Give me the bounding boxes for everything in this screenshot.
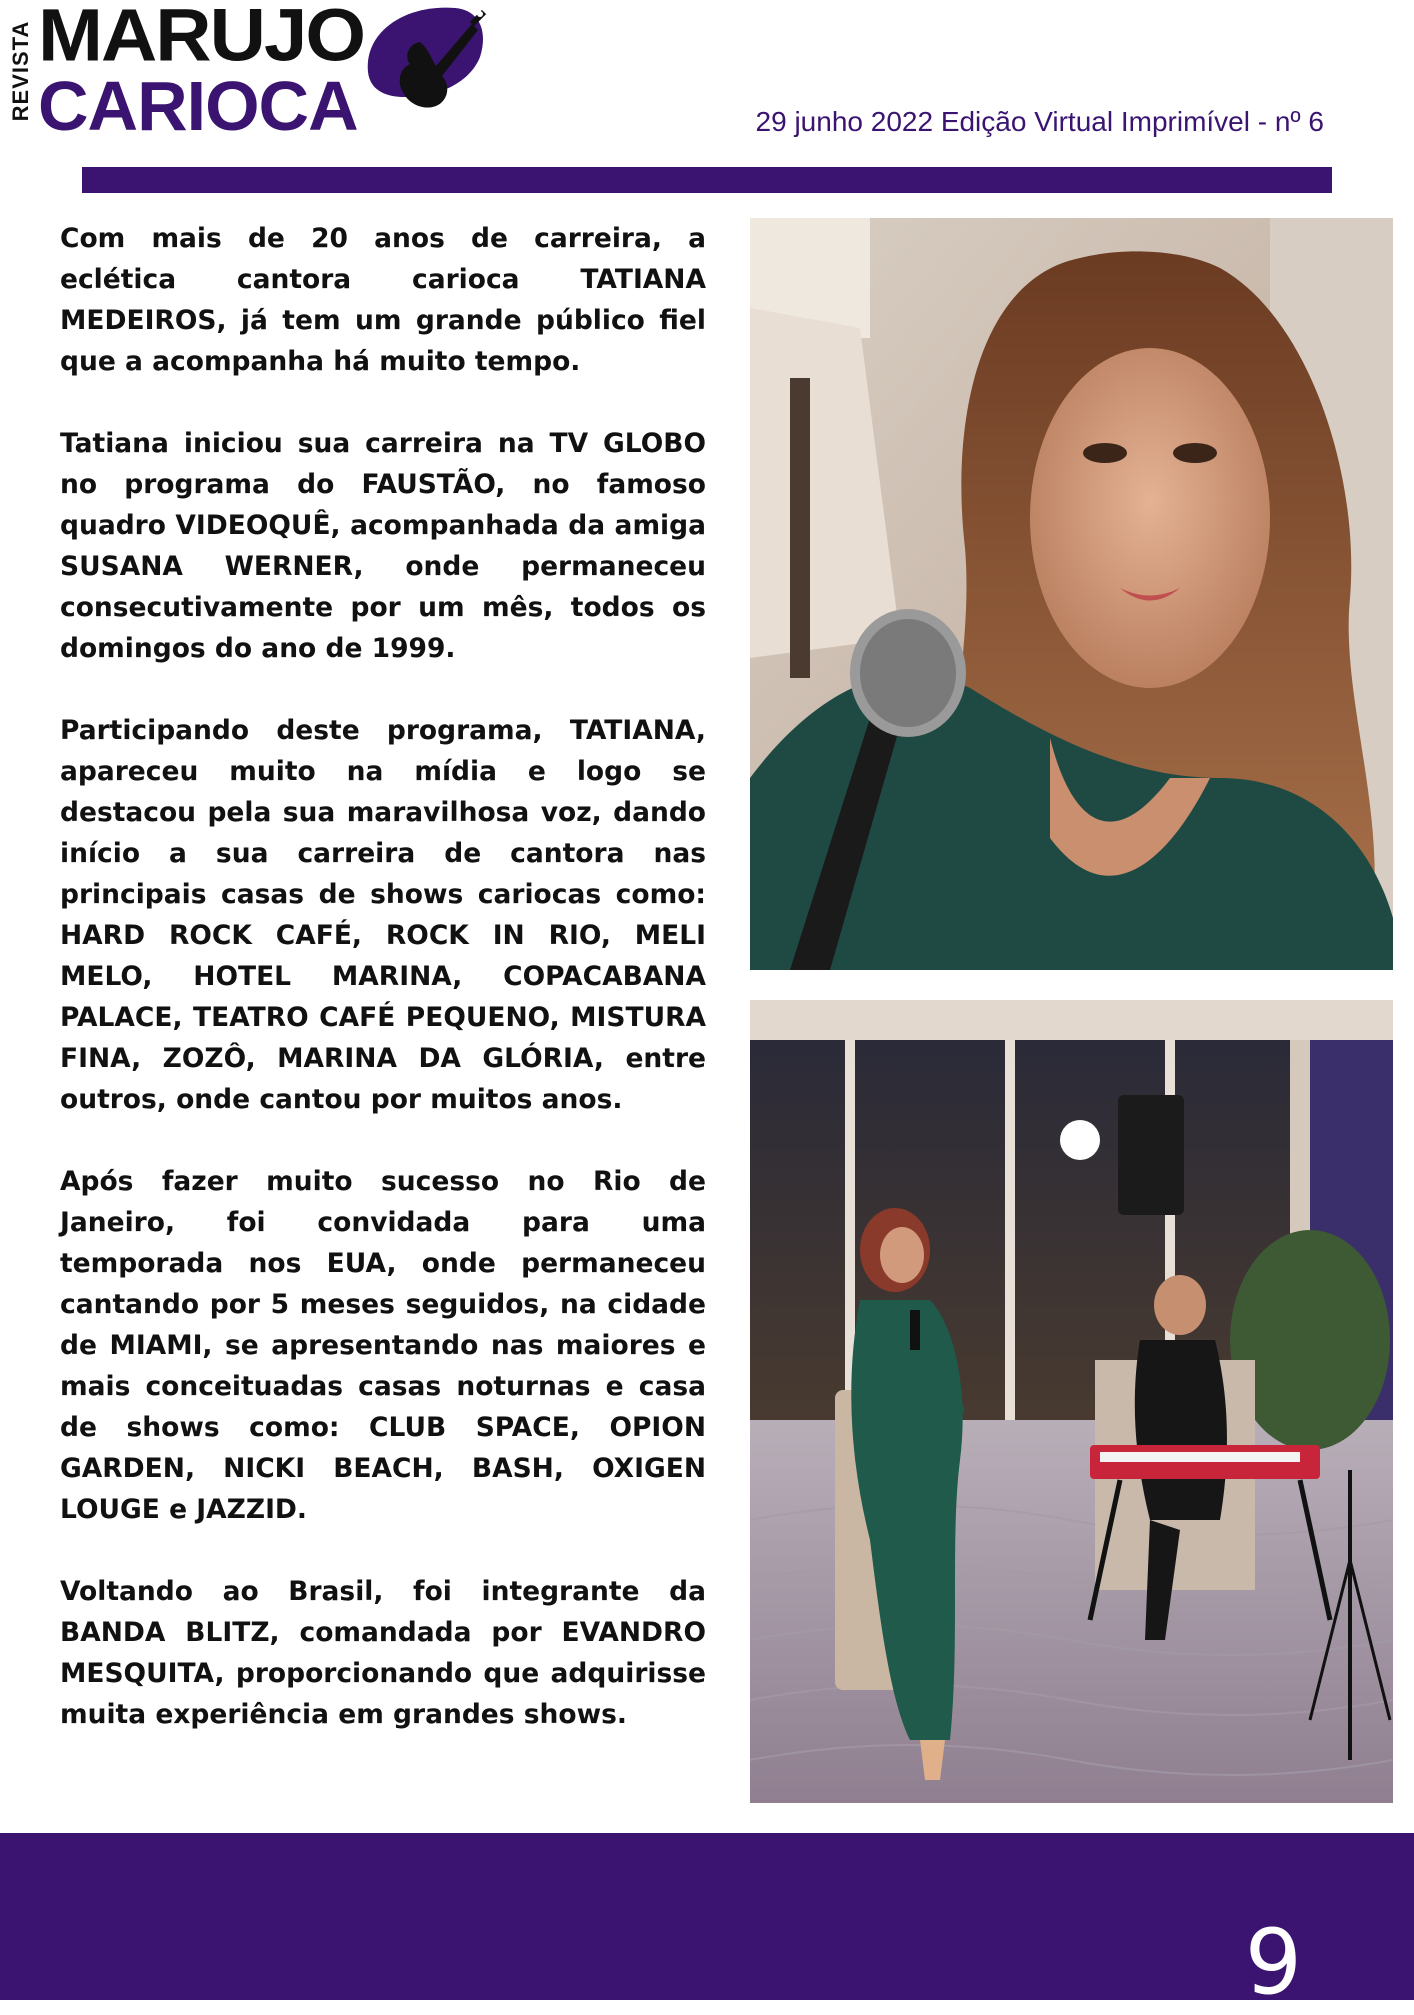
issue-info: 29 junho 2022 Edição Virtual Imprimível - nº 6 [755,106,1324,137]
article-body [60,218,706,1776]
article-paragraph: Participando deste programa, TATIANA, apareceu muito na mídia e logo se destacou pela sua maravilhosa voz, dando início a sua carreira de cantora nas principais casas de shows cariocas como: HARD ROCK CAFÉ, ROCK IN RIO, MELI MELO, HOTEL MARINA, COPACABANA PALACE, TEATRO CAFÉ PEQUENO, MISTURA FINA, ZOZÔ, MARINA DA GLÓRIA, entre outros, onde cantou por muitos anos. [60,715,706,1115]
header-divider-bar [82,167,1332,193]
page-footer [0,1833,1414,2000]
guitar-icon [360,2,490,132]
article-paragraph: Voltando ao Brasil, foi integrante da BANDA BLITZ, comandada por EVANDRO MESQUITA, proporcionando que adquirisse muita experiência em grandes shows. [60,1576,706,1730]
logo-title-line2: CARIOCA [38,67,358,145]
article-paragraph: Tatiana iniciou sua carreira na TV GLOBO no programa do FAUSTÃO, no famoso quadro VIDEOQUÊ, acompanhada da amiga SUSANA WERNER, onde permaneceu consecutivamente por um mês, todos os domingos do ano de 1999. [60,428,706,664]
logo-title-line1: MARUJO [38,0,365,77]
singer-portrait-photo [750,218,1393,970]
page-number: 9 [1244,1910,1302,2015]
logo-revista-text: REVISTA [8,20,33,122]
magazine-logo [8,0,488,145]
live-performance-photo [750,1000,1393,1803]
article-paragraph: Após fazer muito sucesso no Rio de Janeiro, foi convidada para uma temporada nos EUA, onde permaneceu cantando por 5 meses seguidos, na cidade de MIAMI, se apresentando nas maiores e mais conceituadas casas noturnas e casa de shows como: CLUB SPACE, OPION GARDEN, NICKI BEACH, BASH, OXIGEN LOUGE e JAZZID. [60,1166,706,1525]
article-paragraph: Com mais de 20 anos de carreira, a eclética cantora carioca TATIANA MEDEIROS, já tem um grande público fiel que a acompanha há muito tempo. [60,223,706,377]
